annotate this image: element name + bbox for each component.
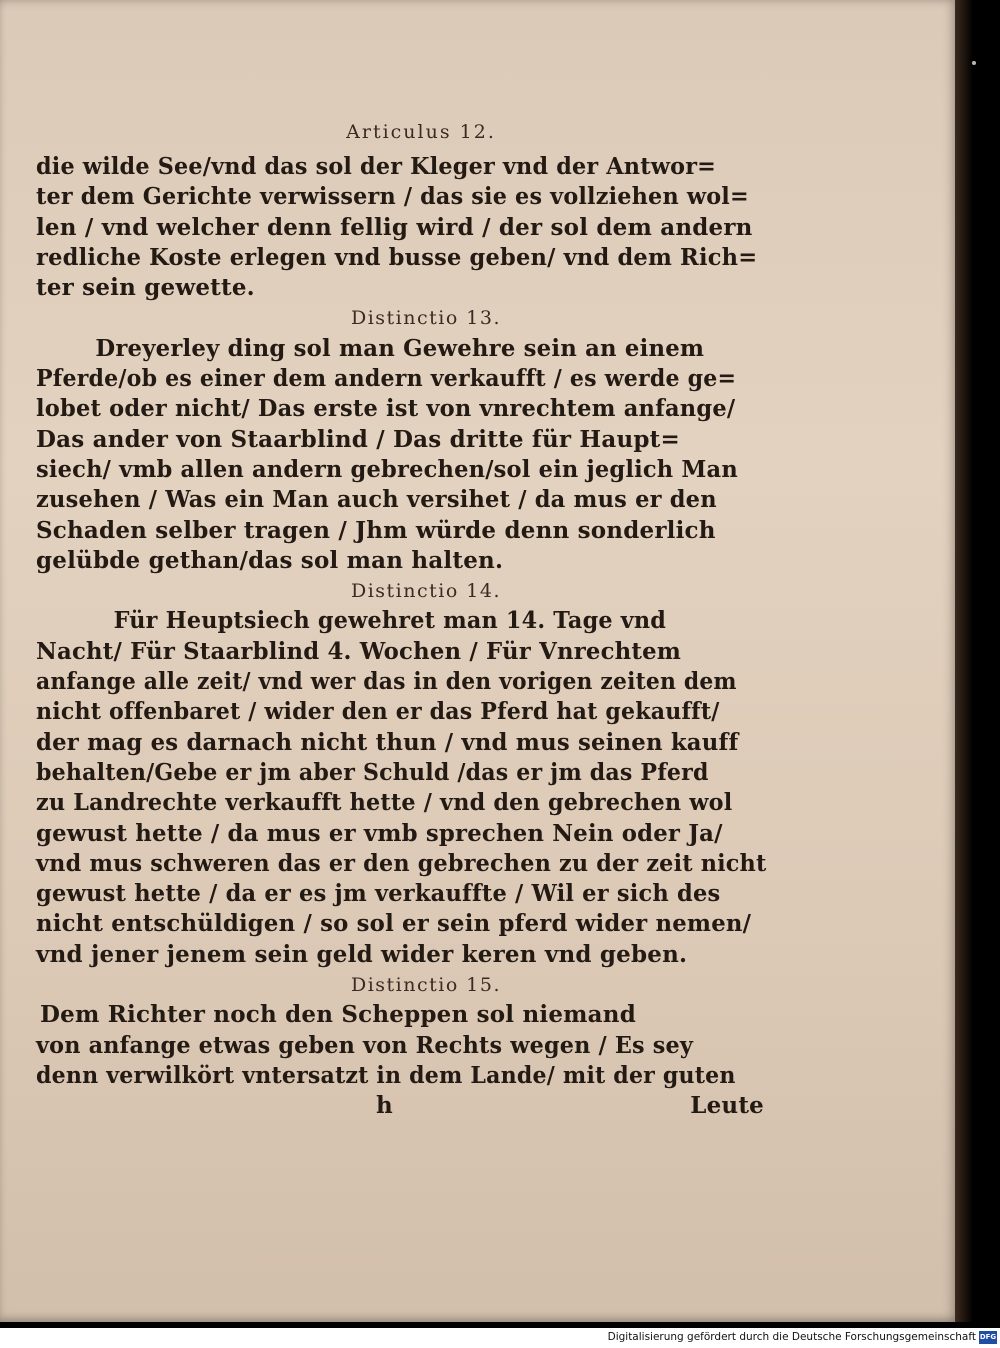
text-line: gewust hette / da mus er vmb sprechen Nein oder Ja/ xyxy=(36,819,723,847)
signature-mark: h xyxy=(376,1092,393,1120)
dfg-credit-text: Digitalisierung gefördert durch die Deutsche Forschungsgemeinschaft xyxy=(607,1331,976,1343)
text-line: Schaden selber tragen / Jhm würde denn sonderlich xyxy=(36,516,716,544)
text-line: Das ander von Staarblind / Das dritte für Haupt= xyxy=(36,425,680,453)
text-line: gelübde gethan/das sol man halten. xyxy=(36,546,504,574)
text-line: vnd jener jenem sein geld wider keren vnd geben. xyxy=(36,940,688,968)
text-line: Pferde/ob es einer dem andern verkaufft / es werde ge= xyxy=(36,365,737,393)
text-line: Dem Richter noch den Scheppen sol niemand xyxy=(40,1001,636,1029)
text-line: lobet oder nicht/ Das erste ist von vnrechtem anfange/ xyxy=(36,395,736,423)
text-line: der mag es darnach nicht thun / vnd mus seinen kauff xyxy=(36,728,739,756)
text-line: von anfange etwas geben von Rechts wegen / Es sey xyxy=(36,1031,694,1059)
text-line: zusehen / Was ein Man auch versihet / da mus er den xyxy=(36,486,717,514)
text-line: nicht entschüldigen / so sol er sein pferd wider nemen/ xyxy=(36,910,752,938)
text-line: zu Landrechte verkaufft hette / vnd den gebrechen wol xyxy=(36,789,733,817)
text-line: Für Heuptsiech gewehret man 14. Tage vnd xyxy=(113,607,667,635)
distinctio-13-heading: Distinctio 13. xyxy=(350,307,502,330)
credit-bar xyxy=(0,1328,1000,1348)
page-footer-line xyxy=(36,1091,776,1121)
text-line: siech/ vmb allen andern gebrechen/sol ein jeglich Man xyxy=(36,455,738,483)
text-line: Nacht/ Für Staarblind 4. Wochen / Für Vnrechtem xyxy=(36,637,682,665)
text-line: anfange alle zeit/ vnd wer das in den vorigen zeiten dem xyxy=(36,668,737,696)
text-line: denn verwilkört vntersatzt in dem Lande/ mit der guten xyxy=(36,1061,736,1089)
text-line: len / vnd welcher denn fellig wird / der sol dem andern xyxy=(36,213,753,241)
distinctio-15-heading: Distinctio 15. xyxy=(350,974,502,997)
distinctio-14-heading: Distinctio 14. xyxy=(350,580,502,603)
text-line: redliche Koste erlegen vnd busse geben/ vnd dem Rich= xyxy=(36,243,758,271)
text-line: ter dem Gerichte verwissern / das sie es vollziehen wol= xyxy=(36,183,749,211)
text-line: Dreyerley ding sol man Gewehre sein an einem xyxy=(95,334,705,362)
text-line: nicht offenbaret / wider den er das Pferd hat gekaufft/ xyxy=(36,698,720,726)
text-line: vnd mus schweren das er den gebrechen zu der zeit nicht xyxy=(36,849,767,877)
text-line: ter sein gewette. xyxy=(36,274,255,302)
dfg-logo: DFG xyxy=(979,1331,997,1344)
text-line: die wilde See/vnd das sol der Kleger vnd der Antwor= xyxy=(36,153,717,180)
scan-dust-mark xyxy=(972,61,976,65)
text-line: gewust hette / da er es jm verkauffte / Wil er sich des xyxy=(36,880,721,908)
text-block xyxy=(36,112,776,1122)
catchword: Leute xyxy=(690,1092,764,1120)
running-head: Articulus 12. xyxy=(346,121,496,143)
page-edge xyxy=(955,0,973,1322)
text-line: behalten/Gebe er jm aber Schuld /das er jm das Pferd xyxy=(36,758,709,786)
